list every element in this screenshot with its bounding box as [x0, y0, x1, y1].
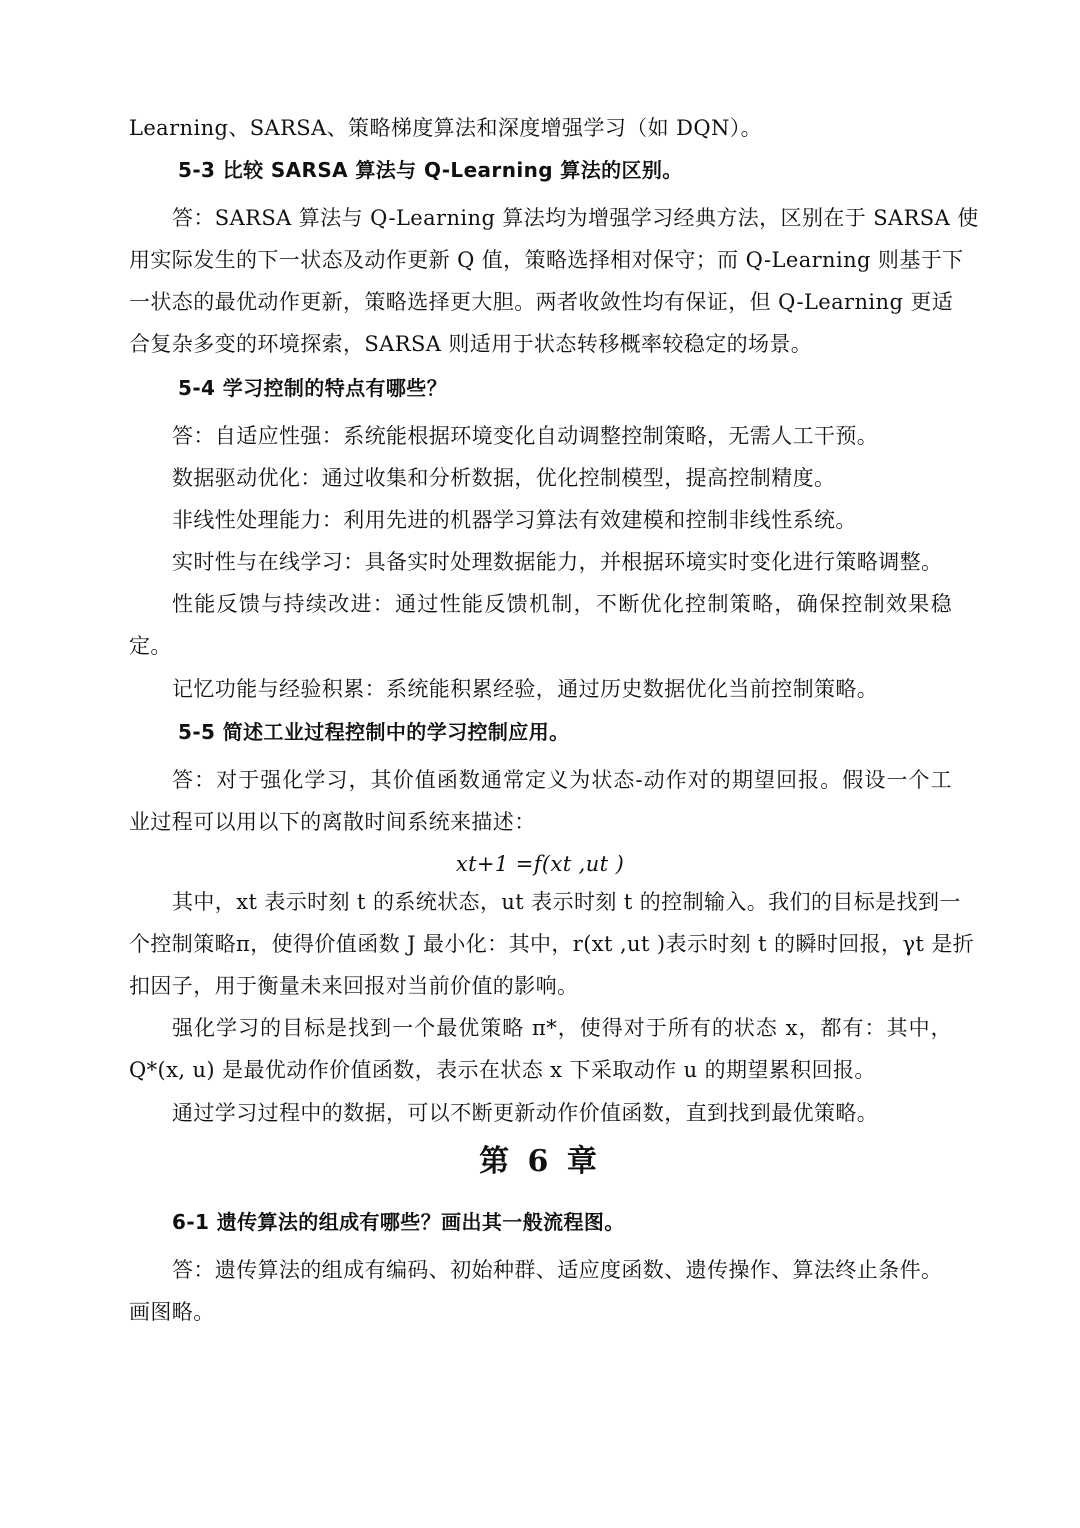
chapter-title: 第 6 章: [479, 1144, 601, 1179]
paragraph-line: 答：遗传算法的组成有编码、初始种群、适应度函数、遗传操作、算法终止条件。: [172, 1258, 943, 1282]
paragraph-line: 答：SARSA 算法与 Q-Learning 算法均为增强学习经典方法，区别在于 SARSA 使: [172, 206, 979, 230]
paragraph-line: 个控制策略π，使得价值函数 J 最小化：其中，r(xt ,ut )表示时刻 t 的瞬时回报，γt 是折: [129, 932, 975, 956]
paragraph-line: 通过学习过程中的数据，可以不断更新动作价值函数，直到找到最优策略。: [172, 1101, 879, 1125]
paragraph-line: 实时性与在线学习：具备实时处理数据能力，并根据环境实时变化进行策略调整。: [172, 550, 943, 574]
question-heading-5-4: 5-4 学习控制的特点有哪些？: [178, 376, 448, 400]
question-heading-5-5: 5-5 简述工业过程控制中的学习控制应用。: [178, 720, 570, 744]
paragraph-line: 用实际发生的下一状态及动作更新 Q 值，策略选择相对保守；而 Q-Learning 则基于下: [129, 248, 964, 272]
paragraph-line: 非线性处理能力：利用先进的机器学习算法有效建模和控制非线性系统。: [172, 508, 857, 532]
paragraph-line: 答：对于强化学习，其价值函数通常定义为状态-动作对的期望回报。假设一个工: [172, 768, 952, 792]
paragraph-line: 定。: [129, 634, 172, 658]
paragraph-line: 答：自适应性强：系统能根据环境变化自动调整控制策略，无需人工干预。: [172, 424, 879, 448]
question-heading-5-3: 5-3 比较 SARSA 算法与 Q-Learning 算法的区别。: [178, 158, 683, 182]
formula-line: xt+1 =f(xt ,ut ): [455, 852, 625, 876]
paragraph-line: 强化学习的目标是找到一个最优策略 π*，使得对于所有的状态 x，都有：其中，: [172, 1016, 952, 1040]
paragraph-line: 合复杂多变的环境探索，SARSA 则适用于状态转移概率较稳定的场景。: [129, 332, 813, 356]
paragraph-line: 其中，xt 表示时刻 t 的系统状态，ut 表示时刻 t 的控制输入。我们的目标是找到一: [172, 890, 961, 914]
paragraph-line: Q*(x, u) 是最优动作价值函数，表示在状态 x 下采取动作 u 的期望累积回报。: [129, 1058, 876, 1082]
paragraph-line: 画图略。: [129, 1300, 215, 1324]
paragraph-line: 记忆功能与经验积累：系统能积累经验，通过历史数据优化当前控制策略。: [172, 677, 879, 701]
paragraph-line: Learning、SARSA、策略梯度算法和深度增强学习（如 DQN）。: [129, 116, 763, 140]
paragraph-line: 性能反馈与持续改进：通过性能反馈机制，不断优化控制策略，确保控制效果稳: [172, 592, 952, 616]
paragraph-line: 扣因子，用于衡量未来回报对当前价值的影响。: [129, 974, 579, 998]
paragraph-line: 数据驱动优化：通过收集和分析数据，优化控制模型，提高控制精度。: [172, 466, 836, 490]
question-heading-6-1: 6-1 遗传算法的组成有哪些？画出其一般流程图。: [172, 1210, 625, 1234]
paragraph-line: 业过程可以用以下的离散时间系统来描述：: [129, 810, 536, 834]
paragraph-line: 一状态的最优动作更新，策略选择更大胆。两者收敛性均有保证，但 Q-Learning 更适: [129, 290, 954, 314]
